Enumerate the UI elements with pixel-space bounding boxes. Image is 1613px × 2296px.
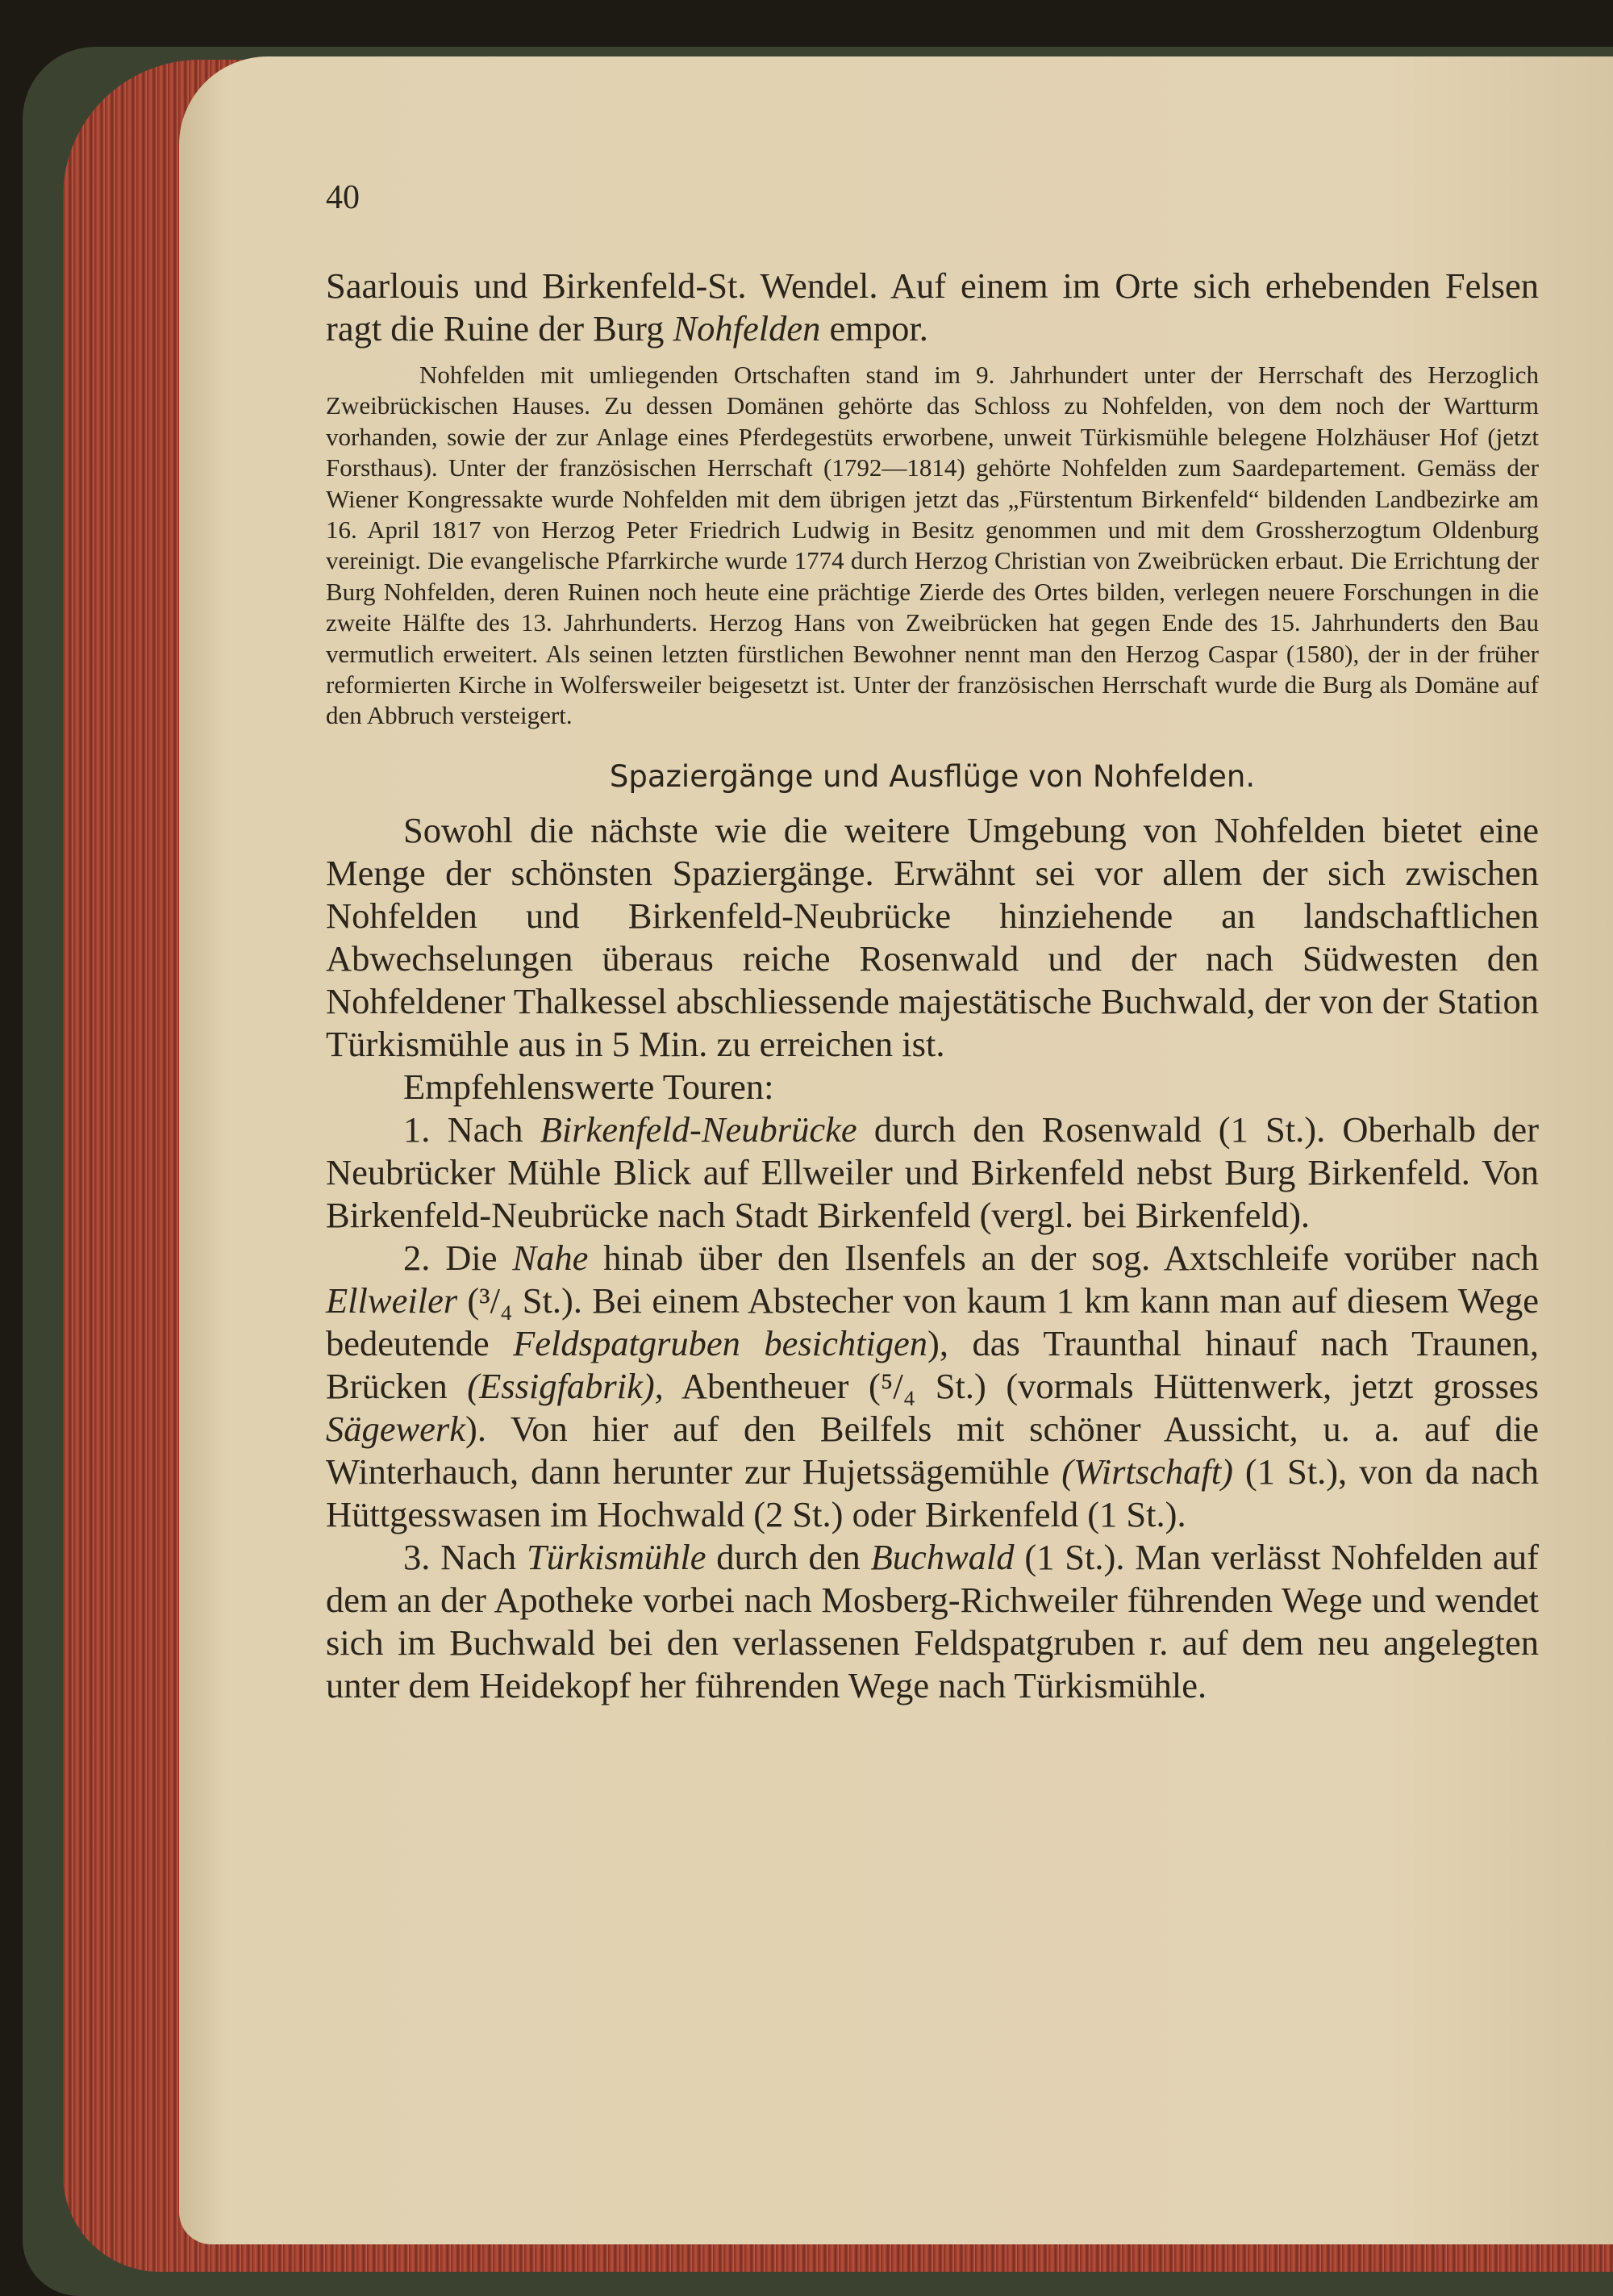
surroundings-paragraph: Sowohl die nächste wie die weitere Umgebung von Nohfelden bietet eine Menge der schönsten Spaziergänge. Erwähnt sei vor allem der sich zwischen Nohfelden und Birkenfeld-Neubrücke hinziehende an landschaftlichen Abwechselungen überaus reiche Rosenwald und der nach Südwesten den Nohfeldener Thalkessel abschliessende majestätische Buchwald, der von der Station Türkismühle aus in 5 Min. zu erreichen ist. — [326, 809, 1539, 1064]
tours-intro: Empfehlenswerte Touren: — [403, 1066, 774, 1107]
tour-2: 2. Die Nahe hinab über den Ilsenfels an der sog. Axtschleife vorüber nach Ellweiler (³/₄ St.). Bei einem Abstecher von kaum 1 km kann man auf diesem Wege bedeutende Feldspatgruben besichtigen), das Traunthal hinauf nach Traunen, Brücken (Essigfabrik), Abentheuer (⁵/₄ St.) (vormals Hüttenwerk, jetzt grosses Sägewerk). Von hier auf den Beilfels mit schöner Aussicht, u. a. auf die Winterhauch, dann herunter zur Hujetssägemühle (Wirtschaft) (1 St.), von da nach Hüttgesswasen im Hochwald (2 St.) oder Birkenfeld (1 St.). — [326, 1237, 1539, 1534]
tour-3: 3. Nach Türkismühle durch den Buchwald (1 St.). Man verlässt Nohfelden auf dem an der Apotheke vorbei nach Mosberg-Richweiler führenden Wege und wendet sich im Buchwald bei den verlassenen Feldspatgruben r. auf dem neu angelegten unter dem Heidekopf her führenden Wege nach Türkismühle. — [326, 1536, 1539, 1705]
history-note: Nohfelden mit umliegenden Ortschaften stand im 9. Jahrhundert unter der Herrschaft des Herzoglich Zweibrückischen Hauses. Zu dessen Domänen gehörte das Schloss zu Nohfelden, von dem noch der Wartturm vorhanden, sowie der zur Anlage eines Pferdegestüts erworbene, unweit Türkismühle belegene Holzhäuser Hof (jetzt Forsthaus). Unter der französischen Herrschaft (1792—1814) gehörte Nohfelden zum Saardepartement. Gemäss der Wiener Kongressakte wurde Nohfelden mit dem übrigen jetzt das „Fürstentum Birkenfeld“ bildenden Landbezirke am 16. April 1817 von Herzog Peter Friedrich Ludwig in Besitz genommen und mit dem Grossherzogtum Oldenburg vereinigt. Die evangelische Pfarrkirche wurde 1774 durch Herzog Christian von Zweibrücken erbaut. Die Errichtung der Burg Nohfelden, deren Ruinen noch heute eine prächtige Zierde des Ortes bilden, verlegen neuere Forschungen in die zweite Hälfte des 13. Jahrhunderts. Herzog Hans von Zweibrücken hat gegen Ende des 15. Jahrhunderts den Bau vermutlich erweitert. Als seinen letzten fürstlichen Bewohner nennt man den Herzog Caspar (1580), der in der früher reformierten Kirche in Wolfersweiler beigesetzt ist. Unter der französischen Herrschaft wurde die Burg als Domäne auf den Abbruch versteigert. — [326, 361, 1539, 730]
intro-paragraph: Saarlouis und Birkenfeld-St. Wendel. Auf einem im Orte sich erhebenden Felsen ragt die Ruine der Burg Nohfelden empor. — [326, 265, 1539, 349]
page-content — [326, 181, 1539, 1707]
tour-1: 1. Nach Birkenfeld-Neubrücke durch den Rosenwald (1 St.). Oberhalb der Neubrücker Mühle Blick auf Ellweiler und Birkenfeld nebst Burg Birkenfeld. Von Birkenfeld-Neubrücke nach Stadt Birkenfeld (vergl. bei Birkenfeld). — [326, 1108, 1540, 1235]
section-heading: Spaziergänge und Ausflüge von Nohfelden. — [609, 758, 1256, 794]
page-number: 40 — [326, 179, 360, 216]
